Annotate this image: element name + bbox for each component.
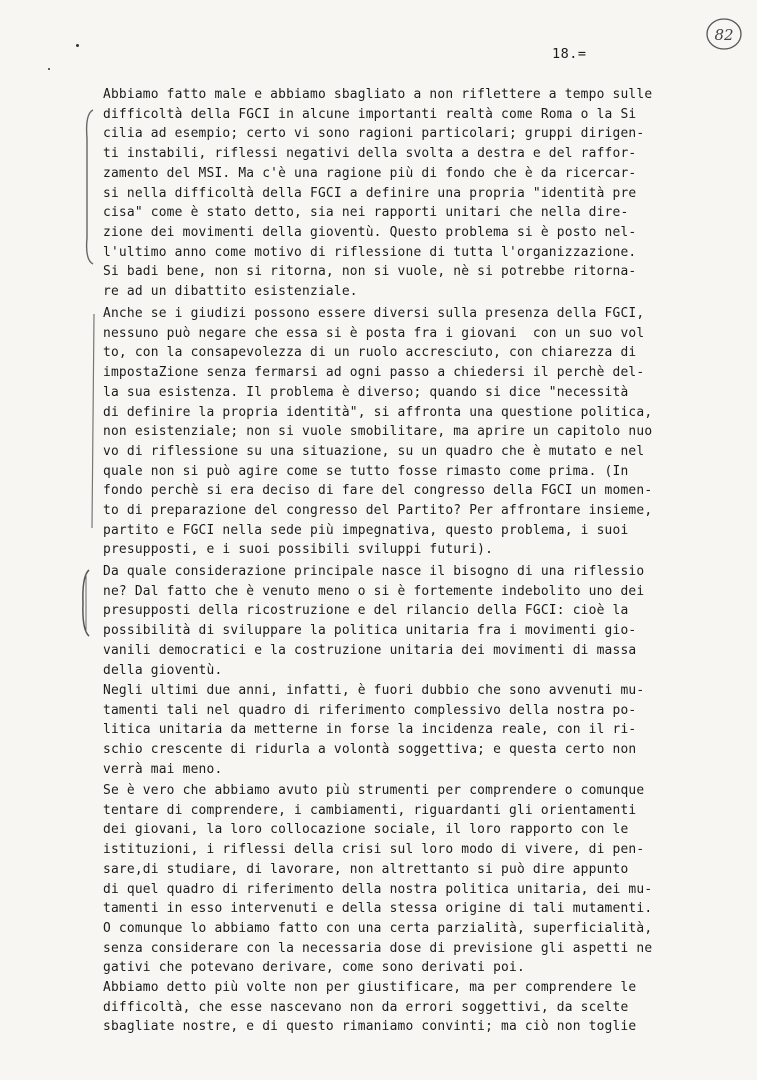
- text-line: quale non si può agire come se tutto fosse rimasto come prima. (In: [103, 463, 629, 479]
- handwritten-page-number: [704, 16, 744, 52]
- text-line: la sua esistenza. Il problema è diverso; quando si dice "necessità: [103, 384, 629, 400]
- text-line: gativi che potevano derivare, come sono derivati poi.: [103, 960, 525, 976]
- text-line: sare,di studiare, di lavorare, non altrettanto si può dire appunto: [103, 861, 629, 877]
- paragraph-3: [103, 562, 729, 680]
- svg-text:82: 82: [714, 26, 734, 44]
- text-line: vo di riflessione su una situazione, su un quadro che è mutato e nel: [103, 443, 645, 459]
- text-line: cilia ad esempio; certo vi sono ragioni particolari; gruppi dirigen-: [103, 126, 645, 142]
- paragraph-5: [103, 781, 729, 978]
- paragraph-1: [103, 85, 729, 302]
- text-line: istituzioni, i riflessi della crisi sul loro modo di vivere, di pen-: [103, 842, 645, 858]
- margin-bracket: [80, 568, 92, 638]
- paragraph-2: [103, 304, 729, 560]
- text-line: non esistenziale; non si vuole smobilitare, ma aprire un capitolo nuo: [103, 424, 653, 440]
- text-line: tamenti tali nel quadro di riferimento complessivo della nostra po-: [103, 702, 637, 718]
- text-line: di definire la propria identità", si affronta una questione politica,: [103, 404, 653, 420]
- text-line: ti instabili, riflessi negativi della svolta a destra e del raffor-: [103, 146, 637, 162]
- text-line: to di preparazione del congresso del Partito? Per affrontare insieme,: [103, 503, 653, 519]
- text-line: O comunque lo abbiamo fatto con una certa parzialità, superficialità,: [103, 920, 653, 936]
- text-line: dei giovani, la loro collocazione sociale, il loro rapporto con le: [103, 822, 629, 838]
- ink-speck: [76, 44, 79, 47]
- text-line: nessuno può negare che essa si è posta fra i giovani con un suo vol: [103, 325, 645, 341]
- text-line: zamento del MSI. Ma c'è una ragione più di fondo che è da ricercar-: [103, 165, 637, 181]
- text-line: di quel quadro di riferimento della nostra politica unitaria, dei mu-: [103, 881, 653, 897]
- paragraph-6: [103, 978, 729, 1037]
- text-line: vanili democratici e la costruzione unitaria dei movimenti di massa: [103, 642, 637, 658]
- text-line: litica unitaria da metterne in forse la incidenza reale, con il ri-: [103, 722, 637, 738]
- paragraph-4: [103, 681, 729, 780]
- text-line: presupposti, e i suoi possibili sviluppi futuri).: [103, 542, 494, 558]
- margin-bracket: [88, 312, 100, 530]
- text-line: presupposti della ricostruzione e del rilancio della FGCI: cioè la: [103, 603, 629, 619]
- text-line: Abbiamo fatto male e abbiamo sbagliato a non riflettere a tempo sulle: [103, 87, 653, 102]
- text-line: fondo perchè si era deciso di fare del congresso della FGCI un momen-: [103, 483, 653, 499]
- text-line: senza considerare con la necessaria dose di previsione gli aspetti ne: [103, 940, 653, 956]
- text-line: sbagliate nostre, e di questo rimaniamo convinti; ma ciò non toglie: [103, 1019, 637, 1035]
- page-number: 18.=: [552, 46, 587, 62]
- text-line: Da quale considerazione principale nasce il bisogno di una riflessio: [103, 564, 645, 579]
- text-line: tamenti in esso intervenuti e della stessa origine di tali mutamenti.: [103, 901, 653, 917]
- text-line: si nella difficoltà della FGCI a definire una propria "identità pre: [103, 185, 637, 201]
- text-line: cisa" come è stato detto, sia nei rapporti unitari che nella dire-: [103, 205, 629, 221]
- text-line: l'ultimo anno come motivo di riflessione di tutta l'organizzazione.: [103, 244, 637, 260]
- text-line: impostaZione senza fermarsi ad ogni passo a chiedersi il perchè del-: [103, 365, 645, 381]
- text-line: difficoltà, che esse nascevano non da errori soggettivi, da scelte: [103, 999, 629, 1015]
- text-line: possibilità di sviluppare la politica unitaria fra i movimenti gio-: [103, 623, 637, 639]
- text-line: ne? Dal fatto che è venuto meno o si è fortemente indebolito uno dei: [103, 583, 645, 599]
- text-line: Abbiamo detto più volte non per giustificare, ma per comprendere le: [103, 980, 637, 995]
- text-line: zione dei movimenti della gioventù. Questo problema si è posto nel-: [103, 224, 637, 240]
- text-line: verrà mai meno.: [103, 761, 223, 777]
- text-line: tentare di comprendere, i cambiamenti, riguardanti gli orientamenti: [103, 802, 637, 818]
- text-line: partito e FGCI nella sede più impegnativa, questo problema, i suoi: [103, 522, 629, 538]
- text-line: Anche se i giudizi possono essere diversi sulla presenza della FGCI,: [103, 306, 645, 321]
- text-line: schio crescente di ridurla a volontà soggettiva; e questa certo non: [103, 742, 637, 758]
- margin-bracket: [83, 108, 95, 266]
- ink-speck: [48, 68, 50, 70]
- text-line: difficoltà della FGCI in alcune importanti realtà come Roma o la Si: [103, 106, 637, 122]
- text-line: re ad un dibattito esistenziale.: [103, 284, 358, 300]
- text-line: Negli ultimi due anni, infatti, è fuori dubbio che sono avvenuti mu-: [103, 683, 645, 698]
- text-line: Se è vero che abbiamo avuto più strumenti per comprendere o comunque: [103, 783, 645, 798]
- text-line: to, con la consapevolezza di un ruolo accresciuto, con chiarezza di: [103, 345, 637, 361]
- text-line: della gioventù.: [103, 662, 223, 678]
- text-line: Si badi bene, non si ritorna, non si vuole, nè si potrebbe ritorna-: [103, 264, 637, 280]
